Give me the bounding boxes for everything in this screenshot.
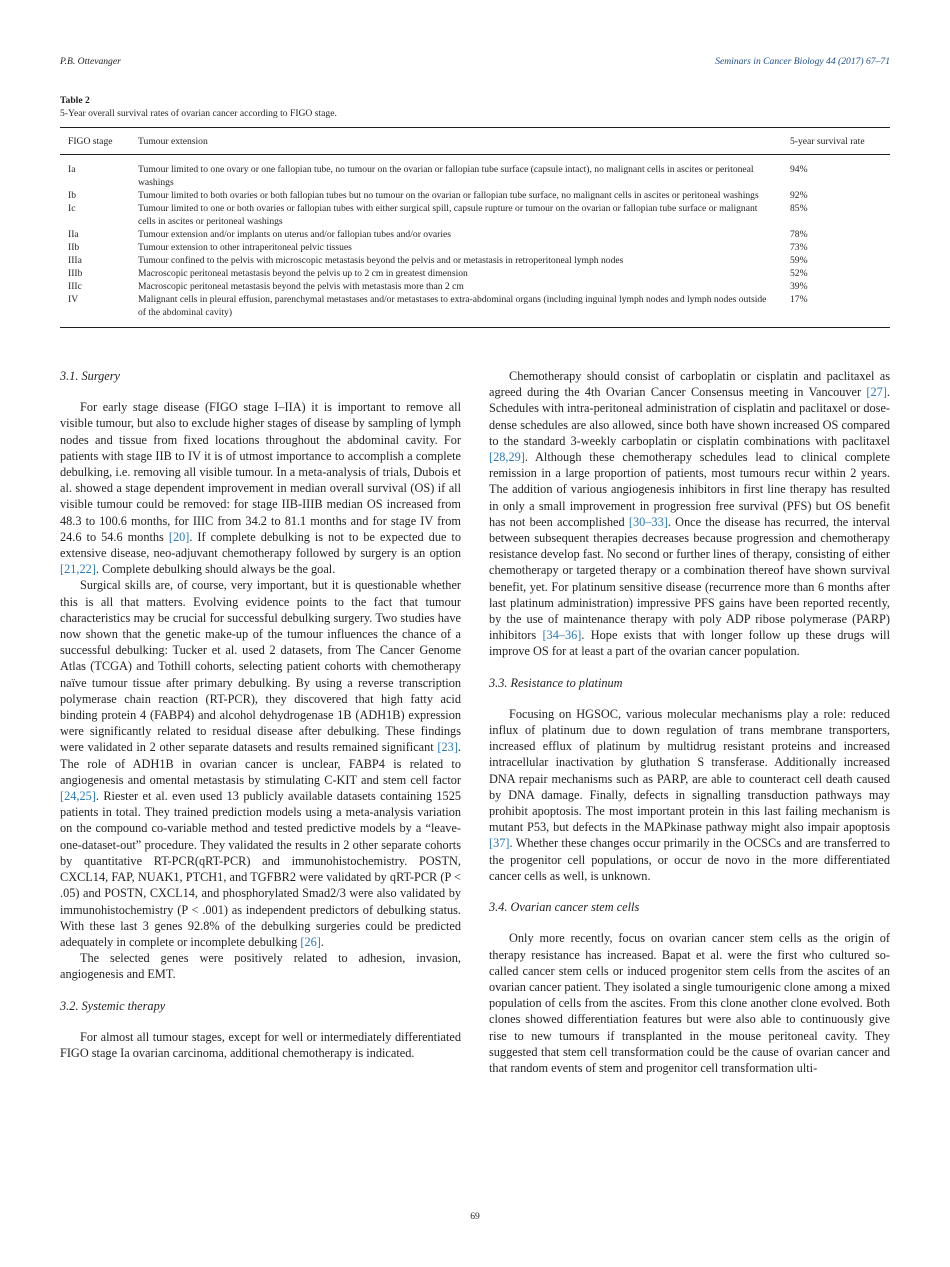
right-column: [489, 368, 890, 1076]
paragraph: [489, 368, 890, 660]
extension-cell: Tumour confined to the pelvis with microscopic metastasis beyond the pelvis and or metastasis in retroperitoneal lymph nodes: [138, 255, 624, 266]
survival-cell: 73%: [790, 242, 808, 253]
table-title: Table 2: [60, 95, 90, 106]
table-row: [60, 254, 890, 267]
col-header-extension: Tumour extension: [138, 128, 790, 155]
stage-cell: IV: [68, 294, 79, 305]
survival-cell: 39%: [790, 281, 808, 292]
stage-cell: IIIb: [68, 268, 83, 279]
citation-link[interactable]: [23]: [437, 740, 458, 755]
text-run: . Complete debulking should always be the goal.: [95, 562, 336, 577]
extension-cell: Tumour limited to both ovaries or both fallopian tubes but no tumour on the ovarian or fallopian tube surface, no malignant cells in ascites or peritoneal washings: [138, 190, 759, 201]
table-2: [60, 94, 890, 328]
stage-cell: IIb: [68, 242, 80, 253]
citation-link[interactable]: [24,25]: [60, 789, 96, 804]
running-header-journal[interactable]: Seminars in Cancer Biology 44 (2017) 67–71: [715, 56, 890, 67]
text-run: . Once the disease has recurred, the interval between subsequent therapies decreases because progression and chemotherapy resistance develop fast. No second or further lines of therapy, consisting of either chemotherapy or targeted therapy or a combination thereof have shown survival benefit, yet. For platinum sensitive disease (recurrence more than 6 months after last platinum administration) impressive PFS gains have been reported recently, by the use of maintenance therapy with poly ADP ribose polymerase (PARP) inhibitors: [489, 514, 890, 643]
paragraph: [489, 706, 890, 884]
survival-cell: 85%: [790, 203, 808, 214]
extension-cell: Macroscopic peritoneal metastasis beyond the pelvis with metastasis more than 2 cm: [138, 281, 464, 292]
text-run: For early stage disease (FIGO stage I–IIA) it is important to remove all visible tumour, but also to exclude higher stages of disease by sampling of lymph nodes and tissue from fixed locations throughout the abdominal cavity. For patients with stage IIB to IV it is of utmost importance to accomplish a complete debulking, i.e. removing all visible tumour. In a meta-analysis of trials, Dubois et al. showed a stage dependent improvement in median overall survival (OS) if all visible tumour could be removed: for stage IIB-IIIB median OS increased from 48.3 to 100.6 months, for IIIC from 34.2 to 81.1 months and for stage IV from 24.6 to 54.6 months: [60, 400, 461, 544]
extension-cell: Tumour limited to one ovary or one fallopian tube, no tumour on the ovarian or fallopian tube surface (capsule intact), no malignant cells in ascites or peritoneal washings: [138, 164, 754, 188]
survival-cell: 52%: [790, 268, 808, 279]
table-caption: 5-Year overall survival rates of ovarian cancer according to FIGO stage.: [60, 108, 337, 119]
section-heading-surgery: 3.1. Surgery: [60, 369, 120, 383]
extension-cell: Tumour limited to one or both ovaries or fallopian tubes with either surgical spill, capsule rupture or tumour on the ovarian or fallopian tube surface or malignant cells in ascites or peritoneal washings: [138, 203, 758, 227]
survival-cell: 78%: [790, 229, 808, 240]
citation-link[interactable]: [28,29]: [489, 450, 525, 465]
paragraph: [60, 950, 461, 982]
citation-link[interactable]: [26]: [300, 934, 321, 949]
survival-cell: 59%: [790, 255, 808, 266]
survival-cell: 17%: [790, 294, 808, 305]
text-run: The selected genes were positively related to adhesion, invasion, angiogenesis and EMT.: [60, 951, 461, 982]
stage-cell: IIIc: [68, 281, 82, 292]
table-row: [60, 280, 890, 293]
citation-link[interactable]: [34–36]: [542, 628, 582, 643]
stage-cell: Ic: [68, 203, 76, 214]
section-heading-stem-cells: 3.4. Ovarian cancer stem cells: [489, 900, 640, 915]
table-header-row: [60, 128, 890, 155]
citation-link[interactable]: [21,22]: [60, 562, 96, 577]
text-run: Only more recently, focus on ovarian cancer stem cells as the origin of therapy resistance has increased. Bapat et al. were the first who cultured so-called cancer stem cells or induced progenitor stem cells from the ascites of an ovarian cancer patient. They isolated a single tumourigenic clone among a mixed population of cells from the ascites. From this clone another clone evolved. Both clones showed differentiation features but were also able to continuously give rise to new tumours if transplanted in the mouse peritoneal cavity. They suggested that stem cell transformation could be the cause of ovarian cancer and that random events of stem and progenitor cell transformation ulti-: [489, 931, 890, 1075]
table-row: [60, 155, 890, 190]
survival-cell: 94%: [790, 164, 808, 175]
extension-cell: Malignant cells in pleural effusion, parenchymal metastases and/or metastases to extra-abdominal organs (including inguinal lymph nodes and lymph nodes outside of the abdominal cavity): [138, 294, 767, 318]
section-heading-systemic-therapy: 3.2. Systemic therapy: [60, 998, 166, 1013]
table-row: [60, 267, 890, 280]
paragraph: [489, 930, 890, 1076]
text-run: Surgical skills are, of course, very important, but it is questionable whether this is all that matters. Evolving evidence points to the fact that tumour characteristics may be crucial for successful debulking surgery. Two studies have now shown that the genetic make-up of the tumour influences the chance of a successful debulking: Tucker et al. used 2 datasets, from The Cancer Genome Atlas (TCGA) and Tothill cohorts, selecting patient cohorts with chemotherapy naïve tumour tissue after primary debulking. By using a reverse transcription polymerase chain reaction (RT-PCR), they discovered that high fatty acid binding protein 4 (FABP4) and alcohol dehydrogenase 1B (ADH1B) expression were significantly related to residual disease after debulking. These findings were validated in 2 other separate datasets and results remained significant: [60, 578, 461, 755]
table-row: [60, 202, 890, 228]
section-heading-resistance: 3.3. Resistance to platinum: [489, 675, 623, 690]
survival-cell: 92%: [790, 190, 808, 201]
left-column: [60, 368, 461, 1061]
stage-cell: Ia: [68, 164, 76, 175]
text-run: . Riester et al. even used 13 publicly available datasets containing 1525 patients in total. They trained prediction models using a meta-analysis variation on the compound co-variable method and tested predictive models by a “leave-one-dataset-out” procedure. They validated the results in 2 other separate cohorts by quantitative RT-PCR(qRT-PCR) and immunohistochemistry. POSTN, CXCL14, FAP, NUAK1, PTCH1, and TGFBR2 were validated by qRT-PCR (P < .05) and POSTN, CXCL14, and phosphorylated Smad2/3 were also validated by immunohistochemistry (P < .001) as independent predictors of debulking status. With these last 3 genes 92.8% of the debulking surgeries could be predicted adequately in complete or incomplete debulking: [60, 789, 461, 949]
stage-cell: IIIa: [68, 255, 82, 266]
paragraph: [60, 577, 461, 950]
extension-cell: Macroscopic peritoneal metastasis beyond the pelvis up to 2 cm in greatest dimension: [138, 268, 468, 279]
stage-cell: IIa: [68, 229, 79, 240]
running-header-author: P.B. Ottevanger: [60, 56, 121, 67]
text-run: . Hope exists that with longer follow up these drugs will improve OS for at least a part of the ovarian cancer population.: [489, 628, 890, 659]
extension-cell: Tumour extension to other intraperitoneal pelvic tissues: [138, 242, 352, 253]
text-run: . Although these chemotherapy schedules lead to clinical complete remission in a large proportion of patients, most tumours recur within 2 years. The addition of various angiogenesis inhibitors in first line therapy has resulted in only a small improvement in progression free survival (PFS) but OS benefit has not been accomplished: [489, 450, 890, 529]
citation-link[interactable]: [37]: [489, 836, 510, 851]
text-run: . If complete debulking is not to be expected due to extensive disease, neo-adjuvant chemotherapy followed by surgery is an option: [60, 529, 461, 561]
text-run: Chemotherapy should consist of carboplatin or cisplatin and paclitaxel as agreed during the 4th Ovarian Cancer Consensus meeting in Vancouver: [489, 369, 890, 400]
text-run: Focusing on HGSOC, various molecular mechanisms play a role: reduced influx of platinum due to down regulation of trans membrane transporters, increased efflux of platinum by multidrug resistant proteins and increased intracellular inactivation by gluthation S transferase. Additionally increased DNA repair mechanisms such as PARP, are able to counteract cell death caused by DNA damage. Finally, defects in signalling transduction pathways may prohibit apoptosis. The most important protein in this last failing mechanism is mutant P53, but defects in the MAPkinase pathway might also impair apoptosis: [489, 706, 890, 835]
survival-table: [60, 127, 890, 328]
citation-link[interactable]: [27]: [866, 385, 887, 400]
text-run: . Schedules with intra-peritoneal administration of cisplatin and paclitaxel or dose-dense schedules are also allowed, since both have shown increased OS compared to the standard 3-weekly carboplatin or cisplatin combinations with paclitaxel: [489, 385, 890, 448]
text-run: For almost all tumour stages, except for well or intermediately differentiated FIGO stage Ia ovarian carcinoma, additional chemotherapy is indicated.: [60, 1029, 461, 1060]
text-run: . The role of ADH1B in ovarian cancer is unclear, FABP4 is related to angiogenesis and omental metastasis by stimulating C-KIT and stem cell factor: [60, 740, 461, 787]
stage-cell: Ib: [68, 190, 76, 201]
text-run: . Whether these changes occur primarily in the OCSCs and are transferred to the progenitor cell populations, or occur de novo in the more differentiated cancer cells as well, is unknown.: [489, 836, 890, 883]
col-header-stage: FIGO stage: [60, 128, 138, 155]
col-header-survival: 5-year survival rate: [790, 128, 890, 155]
table-row: [60, 189, 890, 202]
citation-link[interactable]: [30–33]: [628, 514, 668, 529]
citation-link[interactable]: [20]: [168, 529, 190, 544]
table-row: [60, 293, 890, 328]
table-row: [60, 228, 890, 241]
page-number: 69: [470, 1211, 480, 1222]
paragraph: [60, 1029, 461, 1061]
table-row: [60, 241, 890, 254]
text-run: .: [320, 934, 324, 949]
extension-cell: Tumour extension and/or implants on uterus and/or fallopian tubes and/or ovaries: [138, 229, 451, 240]
paragraph: [60, 399, 461, 577]
